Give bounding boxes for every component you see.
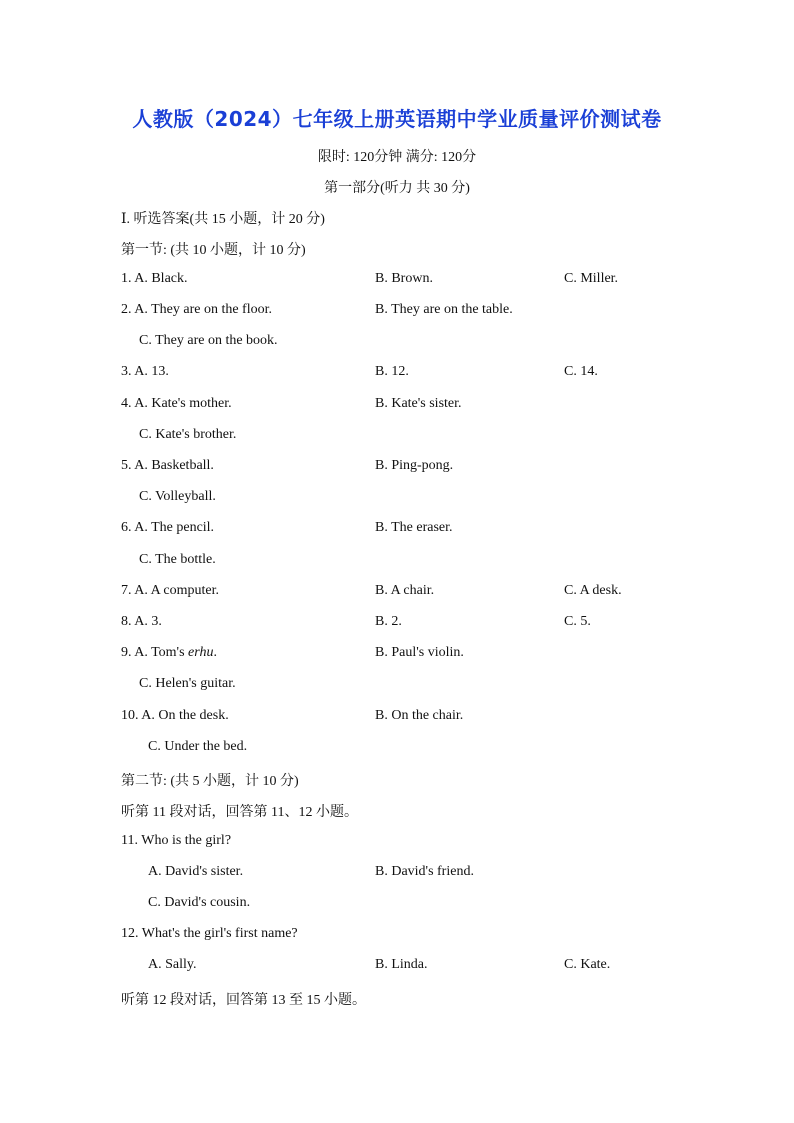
q9-option-b: B. Paul's violin. [375,645,464,660]
q5-option-c: C. Volleyball. [139,489,216,504]
q3-option-c: C. 14. [564,364,598,379]
dialogue-11-instruction: 听第 11 段对话，回答第 11、12 小题。 [121,805,358,820]
q7-option-b: B. A chair. [375,583,435,598]
q11-option-b: B. David's friend. [375,864,474,879]
q8-option-a: 8. A. 3. [121,614,162,629]
q12-option-b: B. Linda. [375,957,428,972]
q10-option-b: B. On the chair. [375,708,464,723]
q4-option-a: 4. A. Kate's mother. [121,396,232,411]
q12-option-c: C. Kate. [564,957,611,972]
q9-option-a-italic: erhu [188,645,214,660]
q9-option-a [121,645,217,661]
q10-option-c: C. Under the bed. [148,739,248,754]
q6-option-c: C. The bottle. [139,552,216,567]
q2-option-a: 2. A. They are on the floor. [121,302,272,317]
q1-option-b: B. Brown. [375,271,433,286]
q7-option-a: 7. A. A computer. [121,583,219,598]
part-heading: 第一部分(听力 共 30 分) [324,181,470,196]
q8-option-c: C. 5. [564,614,591,629]
q6-option-a: 6. A. The pencil. [121,520,215,535]
q11-option-c: C. David's cousin. [148,895,251,910]
subsection-1-heading: 第一节: (共 10 小题，计 10 分) [121,243,306,258]
q2-option-b: B. They are on the table. [375,302,513,317]
section-heading: Ⅰ. 听选答案(共 15 小题，计 20 分) [121,212,325,227]
q4-option-c: C. Kate's brother. [139,427,237,442]
subsection-2-heading: 第二节: (共 5 小题，计 10 分) [121,774,299,789]
q1-option-c: C. Miller. [564,271,619,286]
q12-stem: 12. What's the girl's first name? [121,926,298,941]
q12-option-a: A. Sally. [148,957,197,972]
q7-option-c: C. A desk. [564,583,622,598]
q3-option-b: B. 12. [375,364,409,379]
q4-option-b: B. Kate's sister. [375,396,462,411]
q9-option-a-suffix: . [213,645,217,660]
q1-option-a: 1. A. Black. [121,271,188,286]
q9-option-a-prefix: 9. A. Tom's [121,645,189,660]
exam-title: 人教版（2024）七年级上册英语期中学业质量评价测试卷 [132,107,662,131]
q9-option-c: C. Helen's guitar. [139,676,236,691]
q8-option-b: B. 2. [375,614,402,629]
q11-option-a: A. David's sister. [148,864,244,879]
q10-option-a: 10. A. On the desk. [121,708,229,723]
q5-option-b: B. Ping-pong. [375,458,454,473]
q2-option-c: C. They are on the book. [139,333,278,348]
exam-meta: 限时: 120分钟 满分: 120分 [317,150,477,165]
q5-option-a: 5. A. Basketball. [121,458,214,473]
dialogue-12-instruction: 听第 12 段对话，回答第 13 至 15 小题。 [121,993,366,1008]
q3-option-a: 3. A. 13. [121,364,169,379]
q6-option-b: B. The eraser. [375,520,453,535]
q11-stem: 11. Who is the girl? [121,833,232,848]
